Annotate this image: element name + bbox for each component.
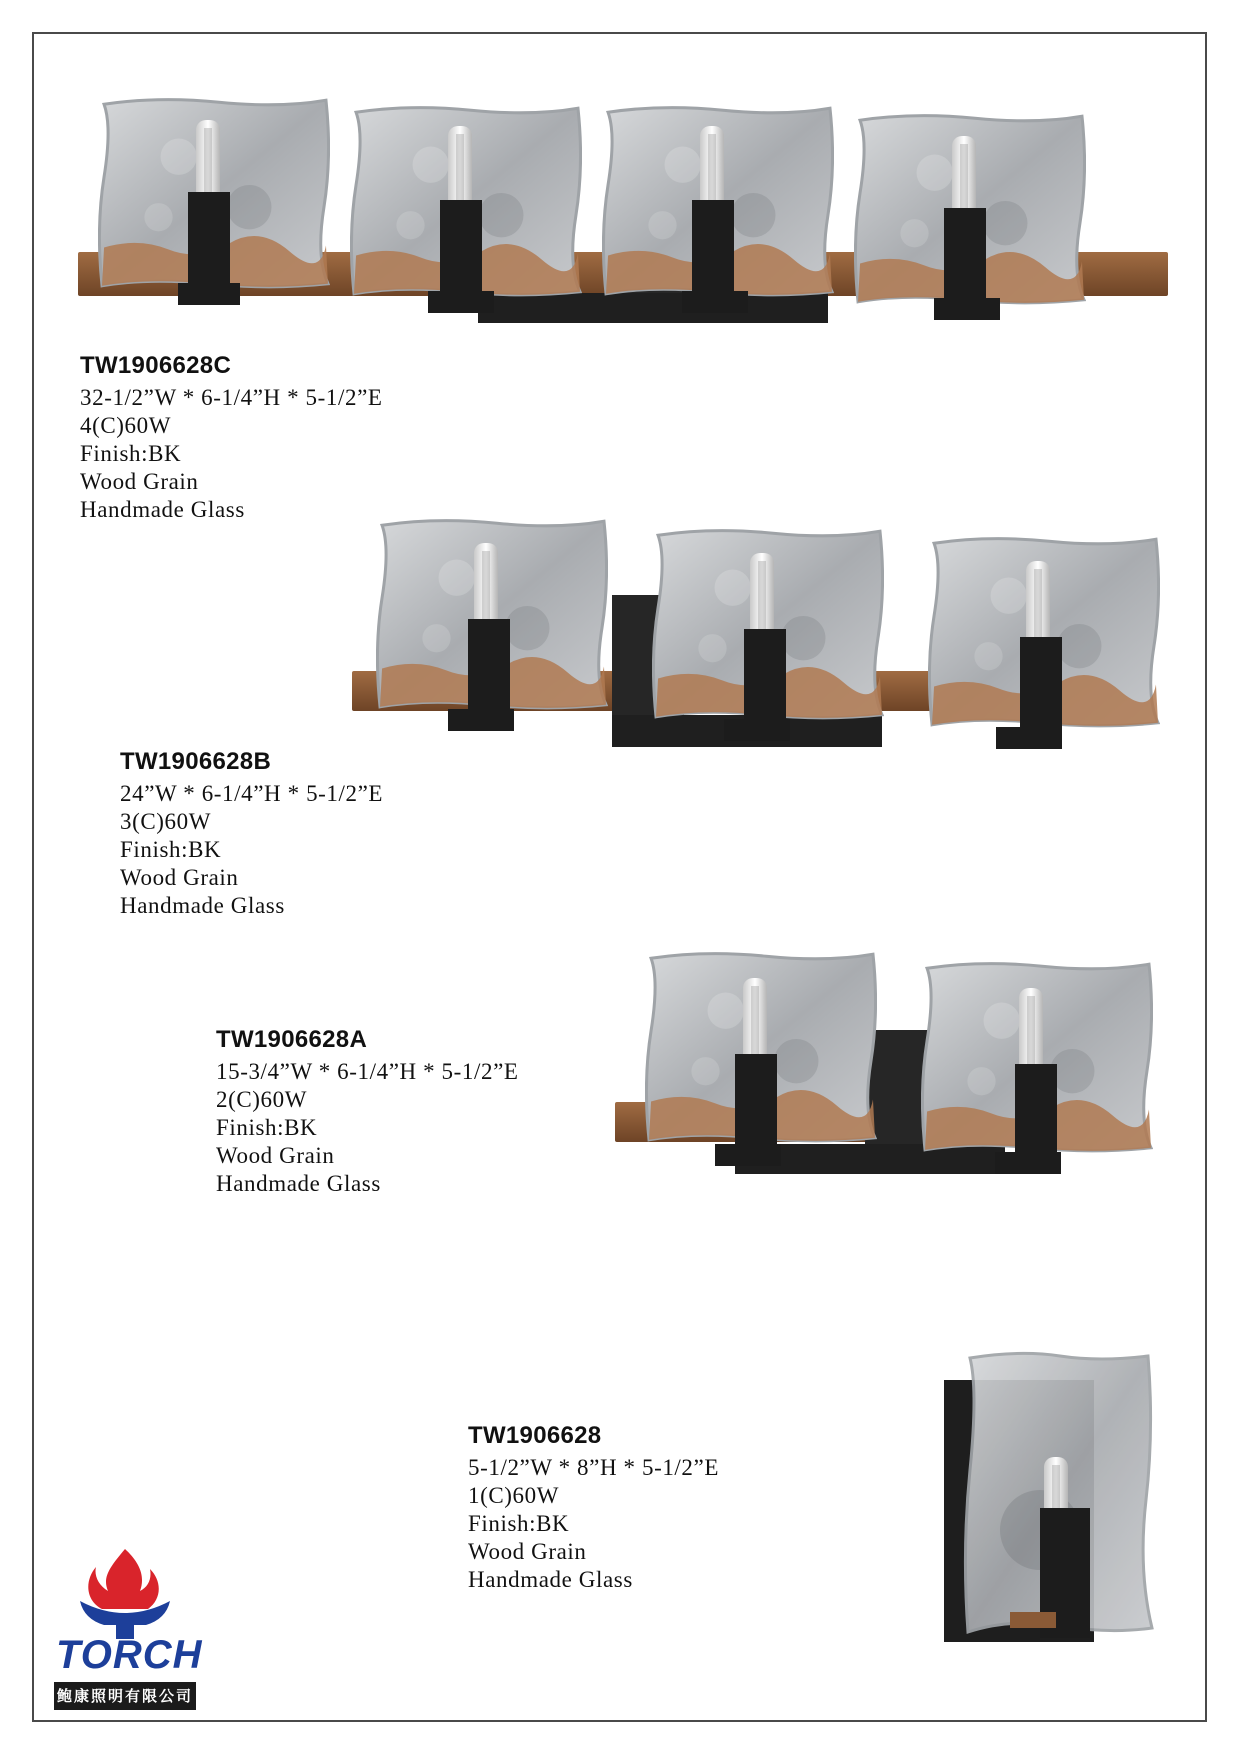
spec-block-2-light: [216, 1026, 519, 1198]
material: Wood Grain: [468, 1539, 587, 1564]
spec-block-1-light: [468, 1422, 719, 1594]
dimensions: 15-3/4”W * 6-1/4”H * 5-1/2”E: [216, 1059, 519, 1084]
model-number: TW1906628A: [216, 1026, 368, 1053]
fixture-image-1-light: [940, 1350, 1160, 1650]
dimensions: 5-1/2”W * 8”H * 5-1/2”E: [468, 1455, 719, 1480]
dimensions: 24”W * 6-1/4”H * 5-1/2”E: [120, 781, 384, 806]
fixture-image-4-light: [78, 88, 1168, 338]
logo-company-name: 鲍康照明有限公司: [54, 1682, 196, 1710]
model-number: TW1906628C: [80, 352, 232, 379]
fixture-image-2-light: [615, 948, 1155, 1188]
glass-type: Handmade Glass: [80, 497, 245, 522]
finish: Finish:BK: [80, 441, 182, 466]
glass-type: Handmade Glass: [120, 893, 285, 918]
material: Wood Grain: [216, 1143, 335, 1168]
bulb-spec: 1(C)60W: [468, 1483, 560, 1508]
material: Wood Grain: [120, 865, 239, 890]
finish: Finish:BK: [216, 1115, 318, 1140]
fixture-image-3-light: [352, 515, 1172, 755]
finish: Finish:BK: [468, 1511, 570, 1536]
bulb-spec: 4(C)60W: [80, 413, 172, 438]
bulb-spec: 3(C)60W: [120, 809, 212, 834]
model-number: TW1906628B: [120, 748, 272, 775]
material: Wood Grain: [80, 469, 199, 494]
spec-block-3-light: [120, 748, 383, 920]
torch-logo: [50, 1545, 203, 1715]
glass-type: Handmade Glass: [216, 1171, 381, 1196]
spec-block-4-light: [80, 352, 383, 524]
bulb-spec: 2(C)60W: [216, 1087, 308, 1112]
finish: Finish:BK: [120, 837, 222, 862]
dimensions: 32-1/2”W * 6-1/4”H * 5-1/2”E: [80, 385, 383, 410]
model-number: TW1906628: [468, 1422, 602, 1449]
glass-type: Handmade Glass: [468, 1567, 633, 1592]
torch-flame-icon: [50, 1545, 200, 1645]
logo-wordmark: TORCH: [56, 1633, 203, 1677]
